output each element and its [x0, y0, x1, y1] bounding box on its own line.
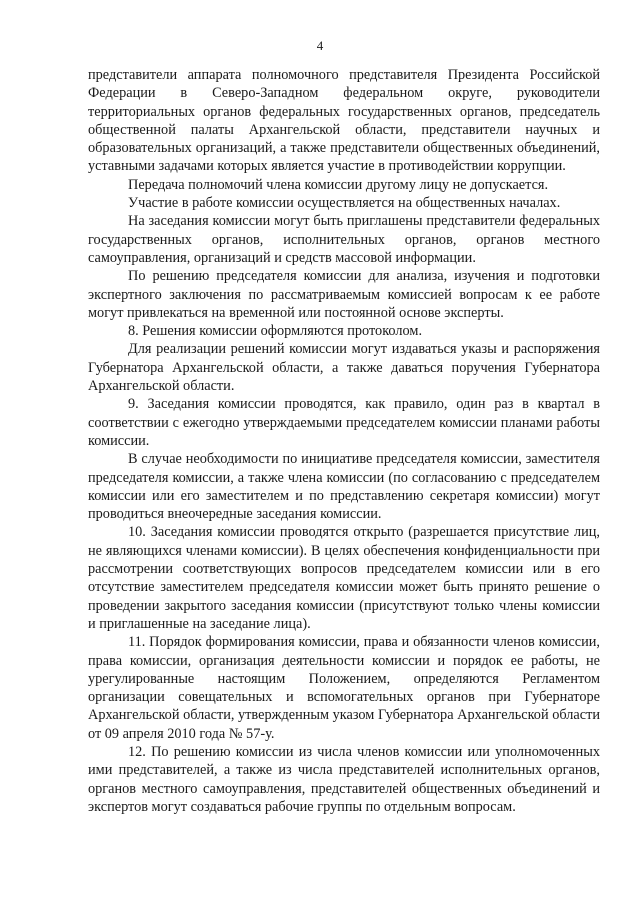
paragraph-experts: По решению председателя комиссии для анализа, изучения и подготовки экспертного заключения по рассматриваемым комиссией вопросам к ее работе могут привлекаться на временной или постоянной основе эксперты. [88, 268, 600, 321]
paragraph-item-8: 8. Решения комиссии оформляются протоколом. [128, 323, 423, 340]
paragraph-members-continued: представители аппарата полномочного представителя Президента Российской Федерации в Северо-Западном федеральном округе, руководители территориальных органов федеральных государственных органов, председатель общественной палаты Архангельской области, представители научных и образовательных организаций, а также представители общественных объединений, уставными задачами которых является участие в противодействии коррупции. [88, 67, 600, 175]
paragraph-voluntary-basis: Участие в работе комиссии осуществляется на общественных началах. [128, 195, 561, 212]
paragraph-extraordinary-meetings: В случае необходимости по инициативе председателя комиссии, заместителя председателя комиссии, а также члена комиссии (по согласованию с председателем комиссии или его заместителем и по представлению секретаря комиссии) могут проводиться внеочередные заседания комиссии. [88, 451, 600, 523]
paragraph-decrees: Для реализации решений комиссии могут издаваться указы и распоряжения Губернатора Архангельской области, а также даваться поручения Губернатора Архангельской области. [88, 341, 600, 395]
document-body [88, 66, 600, 816]
paragraph-item-10: 10. Заседания комиссии проводятся открыто (разрешается присутствие лиц, не являющихся членами комиссии). В целях обеспечения конфиденциальности при рассмотрении соответствующих вопросов председателем комиссии или в его отсутствие заместителем председателя комиссии может быть принято решение о проведении закрытого заседания комиссии (присутствуют только члены комиссии и приглашенные на заседание лица). [88, 524, 600, 632]
paragraph-item-12: 12. По решению комиссии из числа членов комиссии или уполномоченных ими представителей, а также из числа представителей исполнительных органов, органов местного самоуправления, представителей общественных объединений и экспертов могут создаваться рабочие группы по отдельным вопросам. [88, 743, 600, 815]
paragraph-item-9: 9. Заседания комиссии проводятся, как правило, один раз в квартал в соответствии с ежегодно утверждаемыми председателем комиссии планами работы комиссии. [88, 396, 600, 449]
paragraph-item-11: 11. Порядок формирования комиссии, права и обязанности членов комиссии, права комиссии, организация деятельности комиссии и порядок ее работы, не урегулированные настоящим Положением, определяются Регламентом организации совещательных и вспомогательных органов при Губернаторе Архангельской области, утвержденным указом Губернатора Архангельской области от 09 апреля 2010 года № 57-у. [88, 634, 600, 742]
paragraph-no-delegation: Передача полномочий члена комиссии другому лицу не допускается. [128, 176, 549, 193]
page-number: 4 [316, 38, 324, 53]
paragraph-invited-participants: На заседания комиссии могут быть приглашены представители федеральных государственных органов, исполнительных органов, органов местного самоуправления, организаций и средств массовой информации. [88, 213, 600, 266]
